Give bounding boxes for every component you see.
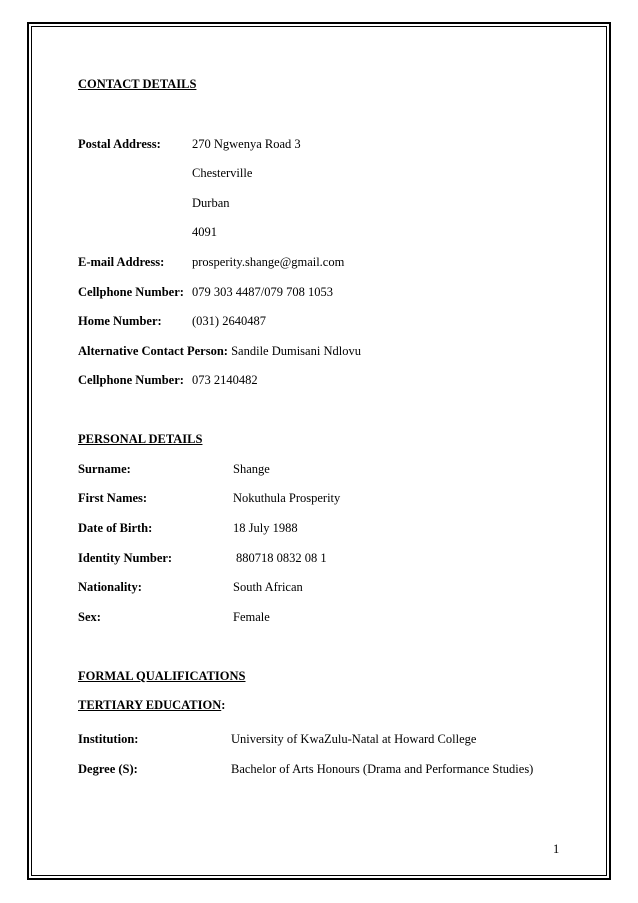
formal-qualifications-heading: FORMAL QUALIFICATIONS [78, 669, 246, 683]
postal-address-line-4: 4091 [192, 225, 217, 239]
alt-cellphone-value: 073 2140482 [192, 373, 258, 387]
identity-number-value: 880718 0832 08 1 [236, 551, 327, 565]
sex-value: Female [233, 610, 270, 624]
degree-label: Degree (S): [78, 762, 138, 776]
nationality-label: Nationality: [78, 580, 142, 594]
surname-label: Surname: [78, 462, 131, 476]
email-label: E-mail Address: [78, 255, 165, 269]
identity-number-label: Identity Number: [78, 551, 173, 565]
alternative-contact-label: Alternative Contact Person: [78, 344, 228, 358]
degree-value: Bachelor of Arts Honours (Drama and Performance Studies) [231, 762, 534, 776]
surname-value: Shange [233, 462, 270, 476]
tertiary-education-heading: TERTIARY EDUCATION [78, 698, 222, 712]
nationality-value: South African [233, 580, 303, 594]
cellphone-value: 079 303 4487/079 708 1053 [192, 285, 333, 299]
institution-value: University of KwaZulu-Natal at Howard College [231, 732, 477, 746]
postal-address-line-2: Chesterville [192, 166, 253, 180]
page-number: 1 [553, 842, 560, 856]
cellphone-label: Cellphone Number: [78, 285, 184, 299]
home-number-value: (031) 2640487 [192, 314, 266, 328]
alt-cellphone-label: Cellphone Number: [78, 373, 184, 387]
email-value: prosperity.shange@gmail.com [192, 255, 345, 269]
date-of-birth-value: 18 July 1988 [233, 521, 298, 535]
postal-address-line-3: Durban [192, 196, 230, 210]
contact-details-heading: CONTACT DETAILS [78, 77, 197, 91]
personal-details-heading: PERSONAL DETAILS [78, 432, 203, 446]
page-border-inner [31, 26, 607, 876]
date-of-birth-label: Date of Birth: [78, 521, 153, 535]
alternative-contact-row [78, 344, 361, 359]
tertiary-education-colon: : [221, 698, 226, 712]
institution-label: Institution: [78, 732, 139, 746]
first-names-label: First Names: [78, 491, 148, 505]
postal-address-line-1: 270 Ngwenya Road 3 [192, 137, 301, 151]
alternative-contact-value: Sandile Dumisani Ndlovu [231, 344, 361, 358]
first-names-value: Nokuthula Prosperity [233, 491, 341, 505]
sex-label: Sex: [78, 610, 101, 624]
tertiary-education-heading-row [78, 698, 225, 713]
home-number-label: Home Number: [78, 314, 162, 328]
postal-address-label: Postal Address: [78, 137, 161, 151]
